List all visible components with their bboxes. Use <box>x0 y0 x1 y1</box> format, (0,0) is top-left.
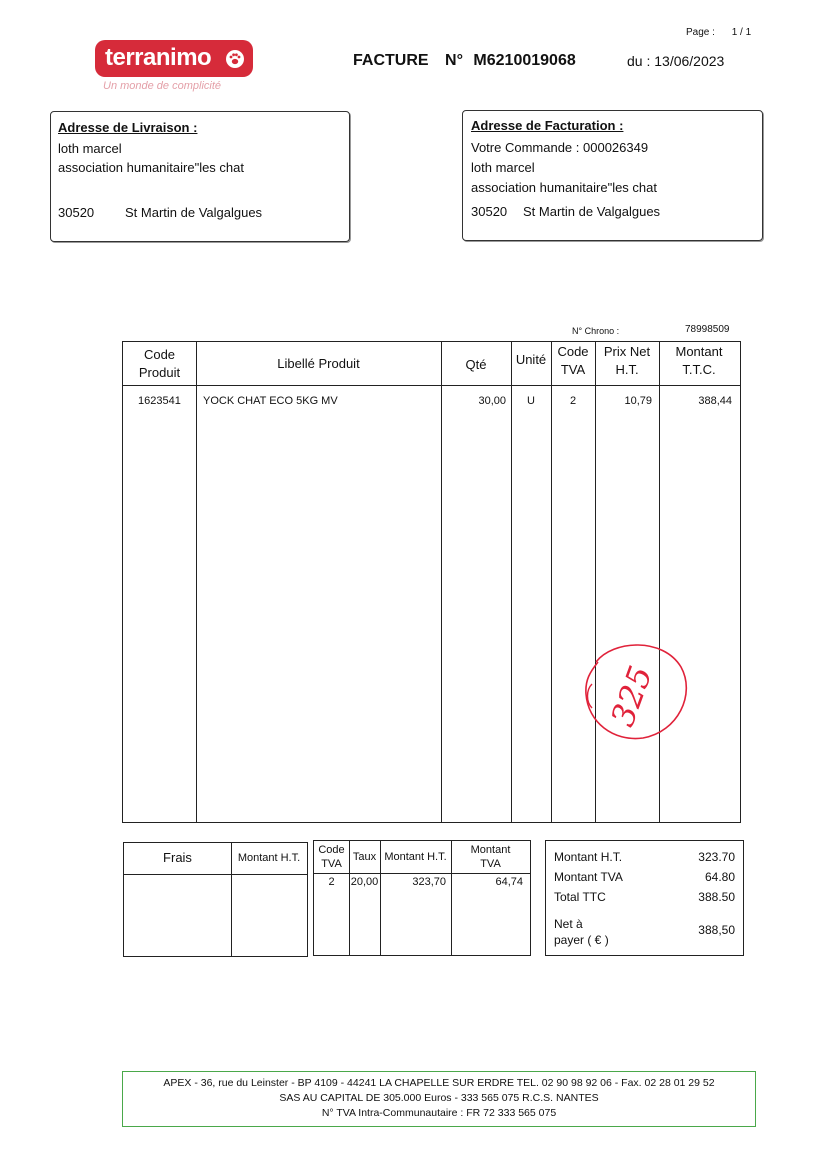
chrono-label: N° Chrono : <box>572 326 620 336</box>
chrono-value: 78998509 <box>685 324 730 335</box>
paw-icon <box>225 49 245 69</box>
billing-name: loth marcel <box>471 160 535 175</box>
total-ttc-value: 388.50 <box>698 890 735 904</box>
footer-line1: APEX - 36, rue du Leinster - BP 4109 - 44241 LA CHAPELLE SUR ERDRE TEL. 02 90 98 92 06 - Fax. 02 28 01 29 52 <box>163 1077 715 1089</box>
header-code-tva <box>551 343 595 379</box>
total-tva-label: Montant TVA <box>554 870 623 884</box>
billing-order: Votre Commande : 000026349 <box>471 140 649 155</box>
total-ht-value: 323.70 <box>698 850 735 864</box>
tva-montant-line2: TVA <box>480 858 501 870</box>
footer-line3: N° TVA Intra-Communautaire : FR 72 333 565 075 <box>321 1107 557 1119</box>
tva-header-montant-tva <box>451 843 530 871</box>
logo <box>95 40 253 96</box>
row-unite: U <box>527 395 535 407</box>
tva-row-taux: 20,00 <box>350 876 379 888</box>
tva-row-code: 2 <box>328 876 335 888</box>
invoice-number: M6210019068 <box>473 52 576 69</box>
billing-title: Adresse de Facturation : <box>471 118 624 133</box>
frais-table <box>123 842 308 957</box>
row-qte: 30,00 <box>478 395 506 407</box>
header-prix-line2: H.T. <box>615 362 639 377</box>
products-header-divider <box>123 385 740 386</box>
header-montant-line1: Montant <box>675 344 723 359</box>
facture-label: FACTURE <box>353 52 429 69</box>
products-table <box>122 341 741 823</box>
numero-label: N° <box>445 52 463 69</box>
total-tva-value: 64.80 <box>704 870 735 884</box>
col-divider <box>551 342 552 822</box>
col-divider <box>511 342 512 822</box>
row-code: 1623541 <box>138 395 181 407</box>
col-divider <box>441 342 442 822</box>
page-label: Page : <box>686 27 715 38</box>
handwritten-annotation: 325 <box>603 660 660 732</box>
billing-org: association humanitaire"les chat <box>471 180 657 195</box>
net-label-line1: Net à <box>554 917 583 931</box>
frais-title: Frais <box>163 850 192 865</box>
tva-header-taux: Taux <box>352 851 377 863</box>
frais-montant-label: Montant H.T. <box>237 852 301 864</box>
header-tva-line2: TVA <box>560 362 586 377</box>
tva-code-line1: Code <box>318 844 345 856</box>
delivery-postcode: 30520 <box>58 205 95 220</box>
row-tva: 2 <box>569 395 577 407</box>
header-libelle: Libellé Produit <box>277 356 360 371</box>
header-montant-line2: T.T.C. <box>682 362 716 377</box>
billing-postcode: 30520 <box>471 204 508 219</box>
total-ttc-label: Total TTC <box>554 890 606 904</box>
row-montant: 388,44 <box>698 395 732 407</box>
footer-box <box>122 1071 756 1127</box>
header-unite: Unité <box>515 352 547 367</box>
row-libelle: YOCK CHAT ECO 5KG MV <box>203 395 338 407</box>
delivery-org: association humanitaire"les chat <box>58 160 244 175</box>
net-payer-value: 388,50 <box>698 923 735 937</box>
delivery-address-box <box>50 111 350 242</box>
invoice-title <box>353 52 576 70</box>
tva-row-montant-tva: 64,74 <box>495 876 523 888</box>
header-code-line1: Code <box>143 347 176 362</box>
row-prix: 10,79 <box>624 395 652 407</box>
frais-header-divider <box>124 874 307 875</box>
tva-header-divider <box>314 873 530 874</box>
tva-row-montant-ht: 323,70 <box>412 876 446 888</box>
header-code <box>123 346 196 382</box>
col-divider <box>196 342 197 822</box>
page-indicator <box>686 27 751 38</box>
header-code-line2: Produit <box>138 365 181 380</box>
header-prix <box>595 343 659 379</box>
delivery-name: loth marcel <box>58 141 122 156</box>
tva-header-code <box>314 843 349 871</box>
page-value: 1 / 1 <box>731 27 752 38</box>
tva-header-montant-ht: Montant H.T. <box>384 851 447 863</box>
logo-brand: terranimo <box>105 44 212 71</box>
totals-box <box>545 840 744 956</box>
footer-line2: SAS AU CAPITAL DE 305.000 Euros - 333 565 075 R.C.S. NANTES <box>279 1092 599 1104</box>
tva-code-line2: TVA <box>321 858 342 870</box>
billing-city: St Martin de Valgalgues <box>523 204 661 219</box>
header-prix-line1: Prix Net <box>603 344 651 359</box>
tva-montant-line1: Montant <box>470 844 511 856</box>
tva-table <box>313 840 531 956</box>
delivery-city: St Martin de Valgalgues <box>125 205 263 220</box>
net-label-line2: payer ( € ) <box>554 933 609 947</box>
header-tva-line1: Code <box>557 344 589 359</box>
invoice-date <box>627 53 724 69</box>
billing-address-box <box>462 110 763 241</box>
logo-tagline: Un monde de complicité <box>103 80 222 92</box>
delivery-title: Adresse de Livraison : <box>58 120 198 135</box>
date-label: du : <box>627 53 651 69</box>
header-montant <box>659 343 739 379</box>
net-payer-label <box>554 916 609 948</box>
header-qte: Qté <box>465 357 487 372</box>
date-value: 13/06/2023 <box>654 53 725 69</box>
total-ht-label: Montant H.T. <box>554 850 623 864</box>
